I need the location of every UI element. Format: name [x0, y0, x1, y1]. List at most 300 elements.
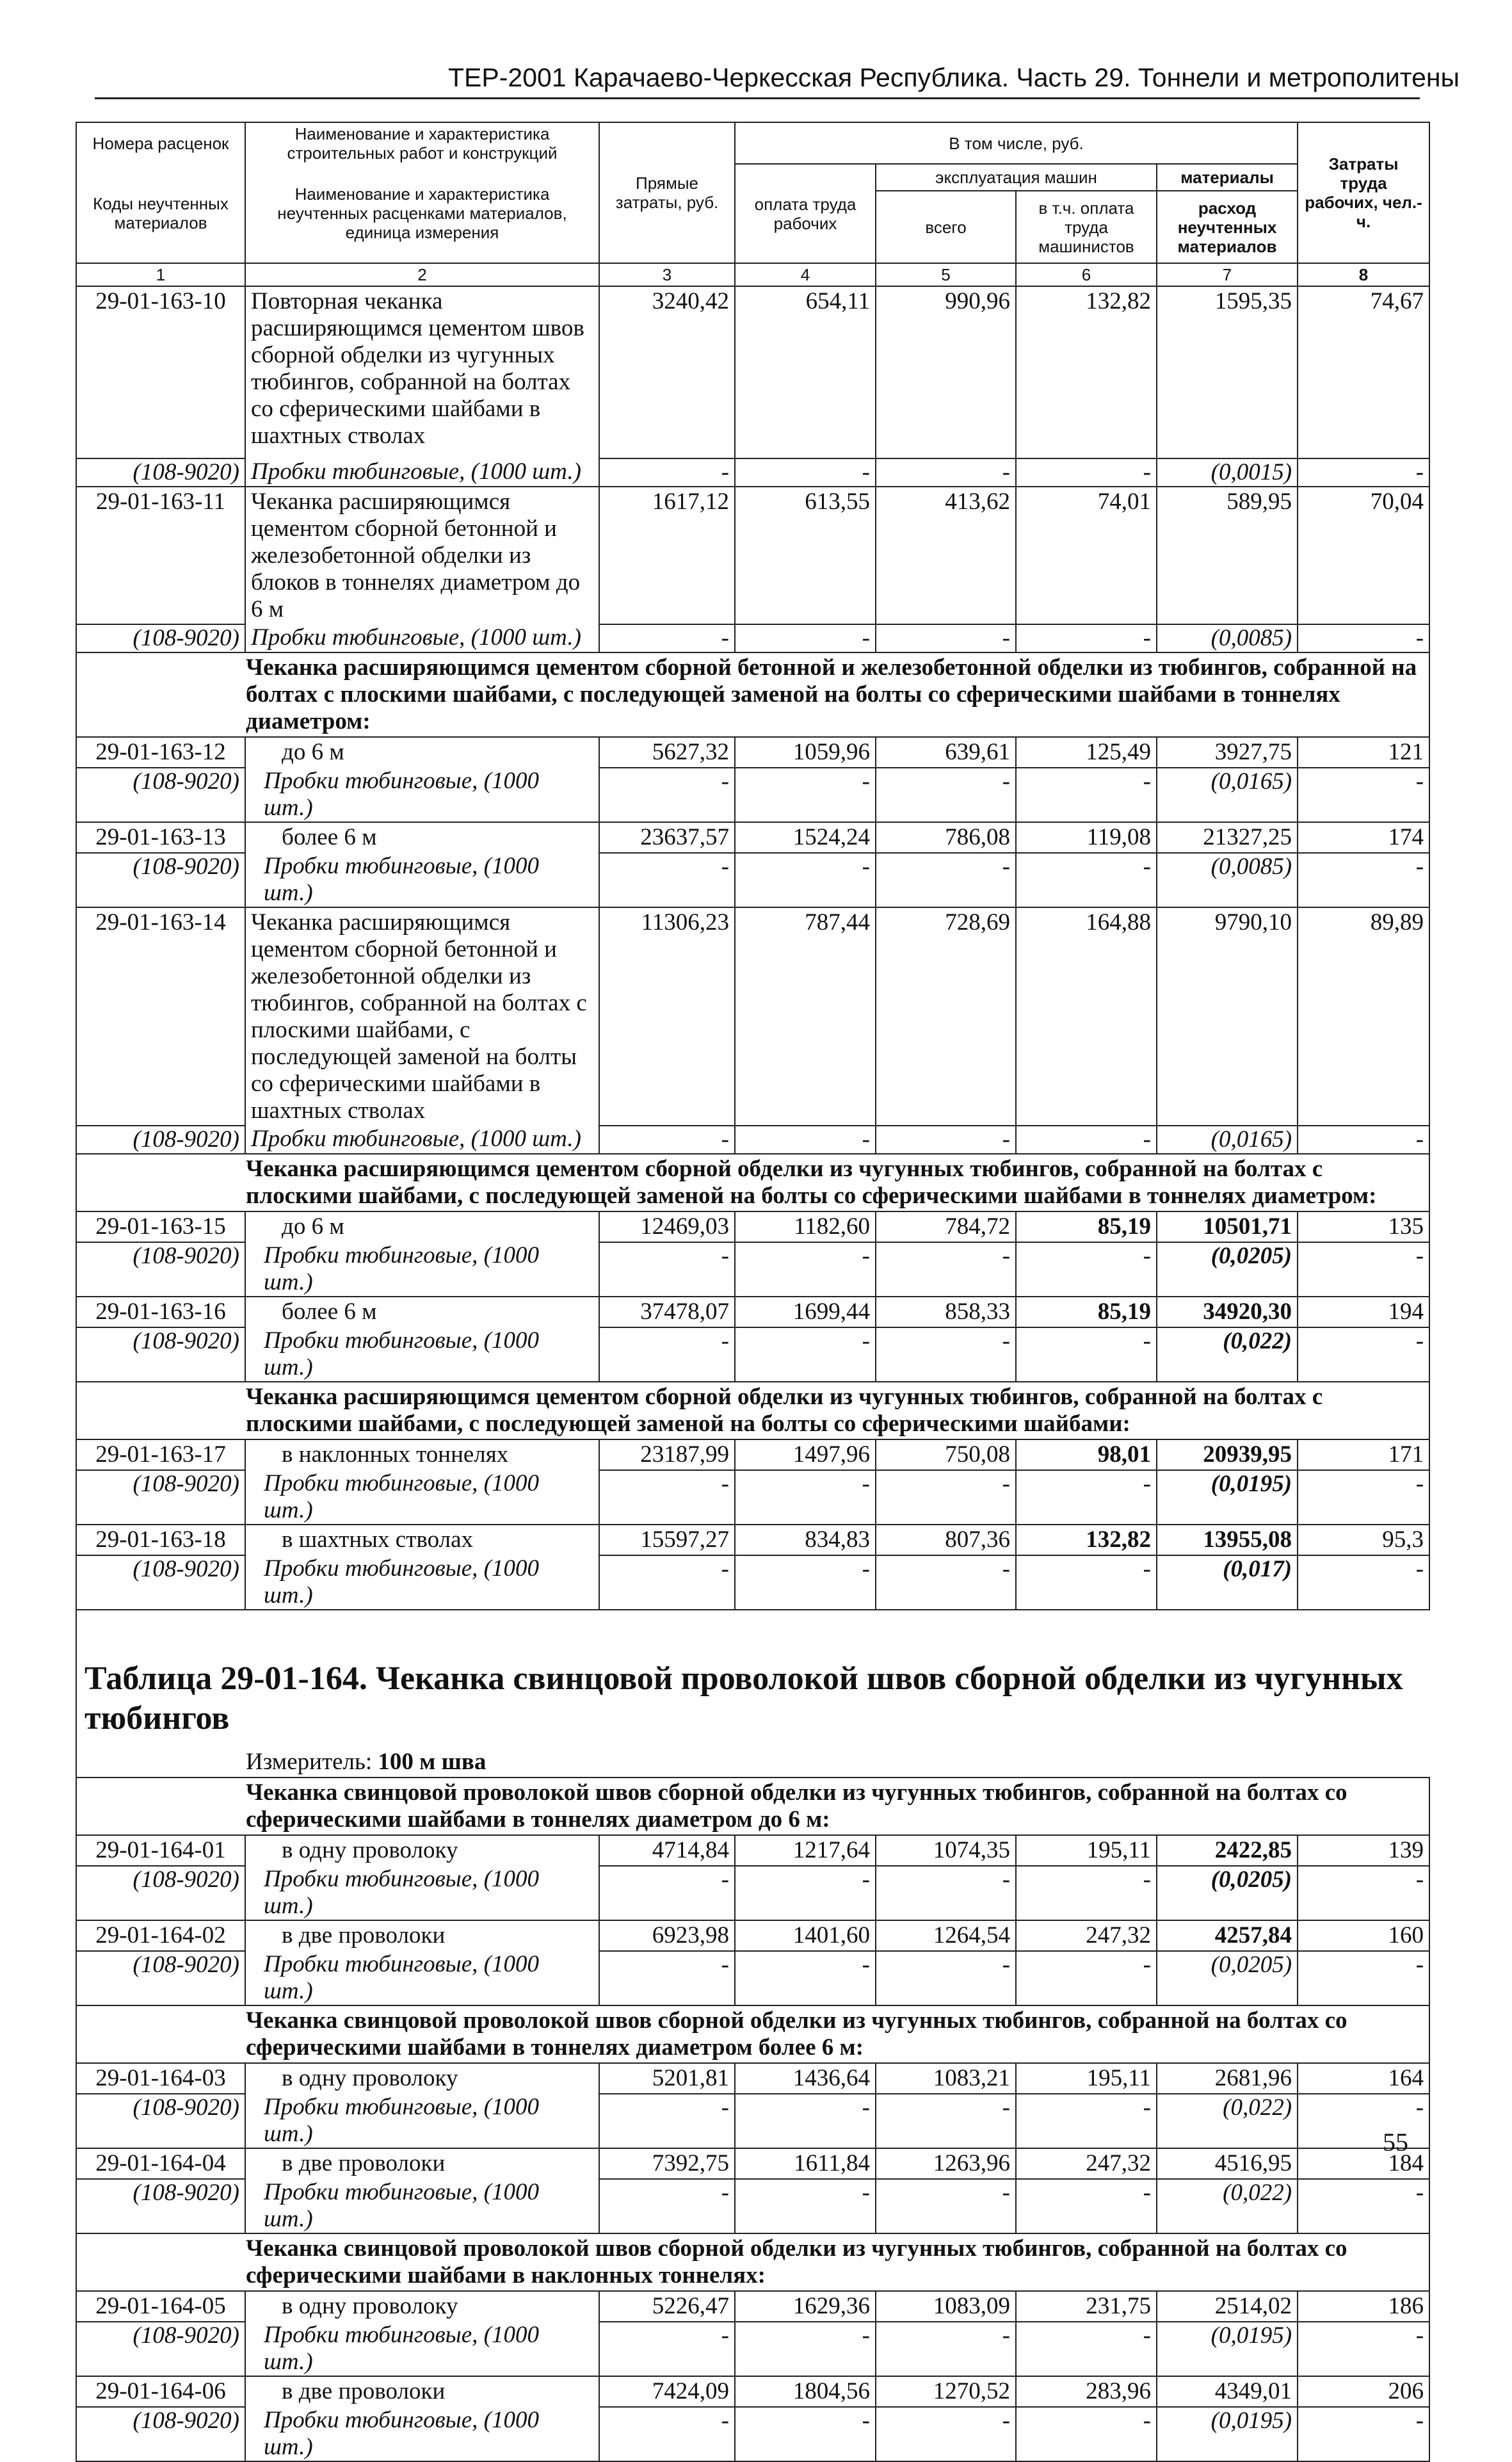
group-heading-row: [76, 1154, 1429, 1211]
material-dash: -: [735, 1126, 876, 1154]
material-row: [76, 2179, 1429, 2233]
row-labor: 184: [1298, 2148, 1429, 2179]
material-dash: -: [1298, 768, 1429, 822]
material-dash: -: [1016, 1951, 1157, 2005]
header-name: Наименование и характеристика строительных работ и конструкций: [245, 122, 599, 164]
row-machines: 1270,52: [876, 2376, 1016, 2407]
material-dash: -: [876, 1951, 1016, 2005]
col-num-3: 3: [599, 263, 735, 286]
row-wage: 834,83: [735, 1525, 876, 1555]
row-wage: 1611,84: [735, 2148, 876, 2179]
table-row: [76, 2376, 1429, 2407]
table-row: [76, 737, 1429, 768]
row-machinist-wage: 247,32: [1016, 1920, 1157, 1951]
material-row: [76, 2094, 1429, 2148]
group-heading-row: [76, 2233, 1429, 2291]
row-labor: 160: [1298, 1920, 1429, 1951]
col-num-6: 6: [1016, 263, 1157, 286]
material-dash: -: [1016, 768, 1157, 822]
table-row: [76, 1835, 1429, 1866]
material-dash: -: [735, 2407, 876, 2461]
material-name: Пробки тюбинговые, (1000 шт.): [245, 853, 599, 907]
col-num-4: 4: [735, 263, 876, 286]
material-dash: -: [1298, 1470, 1429, 1525]
material-dash: -: [735, 1327, 876, 1382]
group-heading: Чеканка расширяющимся цементом сборной обделки из чугунных тюбингов, собранной на болтах с плоскими шайбами, с последующей заменой на болты со сферическими шайбами:: [76, 1382, 1429, 1439]
material-dash: -: [876, 2407, 1016, 2461]
row-machines: 807,36: [876, 1525, 1016, 1555]
row-code: 29-01-163-15: [76, 1211, 245, 1242]
header-rule: [95, 97, 1420, 99]
material-name: Пробки тюбинговые, (1000 шт.): [245, 1470, 599, 1525]
row-direct: 37478,07: [599, 1297, 735, 1327]
material-consumption: (0,022): [1157, 2094, 1298, 2148]
row-wage: 1629,36: [735, 2291, 876, 2322]
group-heading-row: [76, 1778, 1429, 1835]
material-dash: -: [876, 1470, 1016, 1525]
material-row: [76, 1126, 1429, 1154]
material-dash: -: [876, 1555, 1016, 1610]
row-wage: 1436,64: [735, 2063, 876, 2094]
material-name: Пробки тюбинговые, (1000 шт.): [245, 1327, 599, 1382]
material-name: Пробки тюбинговые, (1000 шт.): [245, 624, 599, 652]
material-dash: -: [1016, 458, 1157, 487]
row-labor: 194: [1298, 1297, 1429, 1327]
material-dash: -: [599, 768, 735, 822]
material-dash: -: [735, 2094, 876, 2148]
material-code: (108-9020): [76, 2179, 245, 2233]
row-materials: 13955,08: [1157, 1525, 1298, 1555]
header-consumption: расход неучтенных материалов: [1157, 191, 1298, 263]
material-name: Пробки тюбинговые, (1000 шт.): [245, 1951, 599, 2005]
row-wage: 1699,44: [735, 1297, 876, 1327]
row-machinist-wage: 164,88: [1016, 907, 1157, 1126]
table-body: [76, 286, 1429, 2461]
row-code: 29-01-164-05: [76, 2291, 245, 2322]
material-dash: -: [876, 1327, 1016, 1382]
header-number: Номера расценок: [76, 122, 245, 164]
col-num-8: 8: [1298, 263, 1429, 286]
material-code: (108-9020): [76, 2322, 245, 2376]
header-incl-wage: в т.ч. оплата труда машинистов: [1016, 191, 1157, 263]
row-name: до 6 м: [245, 1211, 599, 1242]
row-code: 29-01-164-01: [76, 1835, 245, 1866]
header-materials: материалы: [1157, 164, 1298, 191]
material-dash: -: [1016, 1242, 1157, 1297]
row-machines: 786,08: [876, 822, 1016, 853]
material-dash: -: [1298, 1126, 1429, 1154]
material-dash: -: [1016, 1866, 1157, 1920]
material-name: Пробки тюбинговые, (1000 шт.): [245, 2094, 599, 2148]
row-machinist-wage: 98,01: [1016, 1439, 1157, 1470]
header-machines: эксплуатация машин: [876, 164, 1157, 191]
material-code: (108-9020): [76, 1555, 245, 1610]
material-dash: -: [1016, 1470, 1157, 1525]
row-direct: 15597,27: [599, 1525, 735, 1555]
row-wage: 1524,24: [735, 822, 876, 853]
table-row: [76, 1920, 1429, 1951]
material-dash: -: [599, 2094, 735, 2148]
row-wage: 787,44: [735, 907, 876, 1126]
group-heading-row: [76, 2005, 1429, 2063]
row-labor: 174: [1298, 822, 1429, 853]
row-name: в шахтных стволах: [245, 1525, 599, 1555]
row-materials: 34920,30: [1157, 1297, 1298, 1327]
material-dash: -: [599, 853, 735, 907]
row-machinist-wage: 283,96: [1016, 2376, 1157, 2407]
row-direct: 23187,99: [599, 1439, 735, 1470]
material-dash: -: [1016, 2322, 1157, 2376]
row-direct: 6923,98: [599, 1920, 735, 1951]
row-labor: 171: [1298, 1439, 1429, 1470]
row-name: в одну проволоку: [245, 1835, 599, 1866]
row-name: Чеканка расширяющимся цементом сборной бетонной и железобетонной обделки из блоков в тоннелях диаметром до 6 м: [245, 487, 599, 624]
meter: [76, 1740, 1429, 1778]
material-row: [76, 624, 1429, 652]
row-materials: 20939,95: [1157, 1439, 1298, 1470]
row-wage: 654,11: [735, 286, 876, 458]
material-name: Пробки тюбинговые, (1000 шт.): [245, 768, 599, 822]
running-header: ТЕР-2001 Карачаево-Черкесская Республика. Часть 29. Тоннели и метрополитены: [448, 63, 1460, 92]
material-consumption: (0,0205): [1157, 1866, 1298, 1920]
row-name: в наклонных тоннелях: [245, 1439, 599, 1470]
material-consumption: (0,0015): [1157, 458, 1298, 487]
group-heading: Чеканка свинцовой проволокой швов сборной обделки из чугунных тюбингов, собранной на болтах со сферическими шайбами в наклонных тоннелях:: [76, 2233, 1429, 2291]
row-machinist-wage: 85,19: [1016, 1297, 1157, 1327]
material-dash: -: [876, 2179, 1016, 2233]
row-machinist-wage: 195,11: [1016, 1835, 1157, 1866]
row-direct: 5627,32: [599, 737, 735, 768]
material-dash: -: [735, 2322, 876, 2376]
row-machinist-wage: 125,49: [1016, 737, 1157, 768]
material-dash: -: [1298, 1951, 1429, 2005]
material-dash: -: [1016, 1327, 1157, 1382]
row-materials: 4349,01: [1157, 2376, 1298, 2407]
row-machines: 728,69: [876, 907, 1016, 1126]
material-dash: -: [1016, 624, 1157, 652]
page-number: 55: [1383, 2128, 1408, 2157]
price-table: [76, 122, 1430, 2462]
row-materials: 10501,71: [1157, 1211, 1298, 1242]
group-heading-row: [76, 652, 1429, 737]
group-heading: Чеканка свинцовой проволокой швов сборной обделки из чугунных тюбингов, собранной на болтах со сферическими шайбами в тоннелях диаметром до 6 м:: [76, 1778, 1429, 1835]
row-name: Чеканка расширяющимся цементом сборной бетонной и железобетонной обделки из тюбингов, собранной на болтах с плоскими шайбами, с последующей заменой на болты со сферическими шайбами в шахтных стволах: [245, 907, 599, 1126]
material-dash: -: [1298, 1866, 1429, 1920]
material-dash: -: [735, 853, 876, 907]
table-row: [76, 2291, 1429, 2322]
material-dash: -: [876, 1866, 1016, 1920]
group-heading: Чеканка расширяющимся цементом сборной бетонной и железобетонной обделки из тюбингов, собранной на болтах с плоскими шайбами, с последующей заменой на болты со сферическими шайбами в тоннелях диаметром:: [76, 652, 1429, 737]
row-direct: 12469,03: [599, 1211, 735, 1242]
header-including: В том числе, руб.: [735, 122, 1298, 164]
material-consumption: (0,0195): [1157, 2407, 1298, 2461]
row-machines: 1083,09: [876, 2291, 1016, 2322]
table-row: [76, 1297, 1429, 1327]
material-row: [76, 1951, 1429, 2005]
row-name: в две проволоки: [245, 2376, 599, 2407]
row-materials: 4257,84: [1157, 1920, 1298, 1951]
row-machines: 784,72: [876, 1211, 1016, 1242]
row-labor: 164: [1298, 2063, 1429, 2094]
spacer-row: [76, 1610, 1429, 1658]
row-machines: 1263,96: [876, 2148, 1016, 2179]
material-consumption: (0,022): [1157, 1327, 1298, 1382]
group-heading-row: [76, 1382, 1429, 1439]
row-machines: 1074,35: [876, 1835, 1016, 1866]
material-dash: -: [735, 768, 876, 822]
row-machines: 1264,54: [876, 1920, 1016, 1951]
row-name: в одну проволоку: [245, 2291, 599, 2322]
material-consumption: (0,0085): [1157, 853, 1298, 907]
table-row: [76, 1525, 1429, 1555]
material-name: Пробки тюбинговые, (1000 шт.): [245, 1242, 599, 1297]
table-row: [76, 286, 1429, 458]
material-dash: -: [1298, 1555, 1429, 1610]
row-machines: 858,33: [876, 1297, 1016, 1327]
material-code: (108-9020): [76, 1470, 245, 1525]
material-code: (108-9020): [76, 1242, 245, 1297]
material-code: (108-9020): [76, 2407, 245, 2461]
material-dash: -: [1016, 2179, 1157, 2233]
material-code: (108-9020): [76, 1126, 245, 1154]
row-labor: 206: [1298, 2376, 1429, 2407]
material-dash: -: [735, 1866, 876, 1920]
material-code: (108-9020): [76, 768, 245, 822]
material-name: Пробки тюбинговые, (1000 шт.): [245, 1866, 599, 1920]
row-machines: 413,62: [876, 487, 1016, 624]
row-name: в две проволоки: [245, 2148, 599, 2179]
col-num-5: 5: [876, 263, 1016, 286]
material-name: Пробки тюбинговые, (1000 шт.): [245, 1555, 599, 1610]
material-dash: -: [1016, 2094, 1157, 2148]
material-dash: -: [1298, 2322, 1429, 2376]
row-direct: 7392,75: [599, 2148, 735, 2179]
row-code: 29-01-163-10: [76, 286, 245, 458]
material-row: [76, 768, 1429, 822]
row-labor: 95,3: [1298, 1525, 1429, 1555]
material-dash: -: [599, 2179, 735, 2233]
row-machinist-wage: 247,32: [1016, 2148, 1157, 2179]
material-dash: -: [599, 1126, 735, 1154]
row-wage: 613,55: [735, 487, 876, 624]
material-dash: -: [1298, 1327, 1429, 1382]
material-name: Пробки тюбинговые, (1000 шт.): [245, 458, 599, 487]
row-wage: 1217,64: [735, 1835, 876, 1866]
row-name: в одну проволоку: [245, 2063, 599, 2094]
row-machines: 750,08: [876, 1439, 1016, 1470]
material-row: [76, 458, 1429, 487]
row-materials: 2514,02: [1157, 2291, 1298, 2322]
material-consumption: (0,0085): [1157, 624, 1298, 652]
material-dash: -: [599, 1327, 735, 1382]
material-code: (108-9020): [76, 624, 245, 652]
material-dash: -: [1298, 458, 1429, 487]
table-row: [76, 1439, 1429, 1470]
header-labor: Затраты труда рабочих, чел.-ч.: [1298, 122, 1429, 263]
material-row: [76, 2322, 1429, 2376]
row-machinist-wage: 132,82: [1016, 1525, 1157, 1555]
row-materials: 2422,85: [1157, 1835, 1298, 1866]
material-dash: -: [599, 1866, 735, 1920]
row-wage: 1401,60: [735, 1920, 876, 1951]
material-dash: -: [1016, 1126, 1157, 1154]
table-row: [76, 1211, 1429, 1242]
row-materials: 9790,10: [1157, 907, 1298, 1126]
material-consumption: (0,0205): [1157, 1951, 1298, 2005]
material-consumption: (0,017): [1157, 1555, 1298, 1610]
group-heading: Чеканка расширяющимся цементом сборной обделки из чугунных тюбингов, собранной на болтах с плоскими шайбами, с последующей заменой на болты со сферическими шайбами в тоннелях диаметром:: [76, 1154, 1429, 1211]
material-code: (108-9020): [76, 1327, 245, 1382]
material-consumption: (0,0195): [1157, 1470, 1298, 1525]
row-labor: 89,89: [1298, 907, 1429, 1126]
row-direct: 23637,57: [599, 822, 735, 853]
material-dash: -: [735, 1470, 876, 1525]
row-labor: 70,04: [1298, 487, 1429, 624]
material-consumption: (0,022): [1157, 2179, 1298, 2233]
row-labor: 186: [1298, 2291, 1429, 2322]
row-materials: 1595,35: [1157, 286, 1298, 458]
row-code: 29-01-163-16: [76, 1297, 245, 1327]
spacer: [76, 1610, 1429, 1658]
material-dash: -: [876, 2094, 1016, 2148]
row-machinist-wage: 231,75: [1016, 2291, 1157, 2322]
col-num-2: 2: [245, 263, 599, 286]
material-dash: -: [876, 768, 1016, 822]
meter-value: 100 м шва: [378, 1749, 487, 1775]
row-code: 29-01-163-11: [76, 487, 245, 624]
row-direct: 1617,12: [599, 487, 735, 624]
material-dash: -: [735, 1951, 876, 2005]
material-dash: -: [1298, 2094, 1429, 2148]
material-dash: -: [1016, 1555, 1157, 1610]
row-labor: 139: [1298, 1835, 1429, 1866]
header-name-materials: Наименование и характеристика неучтенных расценками материалов, единица измерения: [245, 164, 599, 263]
row-materials: 3927,75: [1157, 737, 1298, 768]
row-labor: 135: [1298, 1211, 1429, 1242]
material-dash: -: [876, 2322, 1016, 2376]
row-code: 29-01-163-13: [76, 822, 245, 853]
col-num-1: 1: [76, 263, 245, 286]
table-title-row: [76, 1658, 1429, 1740]
row-wage: 1059,96: [735, 737, 876, 768]
row-name: более 6 м: [245, 1297, 599, 1327]
material-name: Пробки тюбинговые, (1000 шт.): [245, 2179, 599, 2233]
row-wage: 1182,60: [735, 1211, 876, 1242]
row-direct: 3240,42: [599, 286, 735, 458]
table-row: [76, 907, 1429, 1126]
table-header: [76, 122, 1429, 286]
material-dash: -: [1298, 624, 1429, 652]
material-code: (108-9020): [76, 853, 245, 907]
row-materials: 4516,95: [1157, 2148, 1298, 2179]
material-dash: -: [735, 624, 876, 652]
material-dash: -: [1298, 2407, 1429, 2461]
row-machines: 990,96: [876, 286, 1016, 458]
material-dash: -: [876, 1242, 1016, 1297]
material-dash: -: [599, 1470, 735, 1525]
material-name: Пробки тюбинговые, (1000 шт.): [245, 1126, 599, 1154]
material-dash: -: [876, 624, 1016, 652]
material-name: Пробки тюбинговые, (1000 шт.): [245, 2407, 599, 2461]
row-machinist-wage: 195,11: [1016, 2063, 1157, 2094]
header-direct-costs: Прямые затраты, руб.: [599, 122, 735, 263]
material-code: (108-9020): [76, 1866, 245, 1920]
material-row: [76, 1555, 1429, 1610]
material-dash: -: [876, 853, 1016, 907]
row-code: 29-01-163-14: [76, 907, 245, 1126]
row-code: 29-01-163-12: [76, 737, 245, 768]
row-direct: 11306,23: [599, 907, 735, 1126]
material-code: (108-9020): [76, 1951, 245, 2005]
row-labor: 74,67: [1298, 286, 1429, 458]
table-row: [76, 2148, 1429, 2179]
row-name: более 6 м: [245, 822, 599, 853]
table-row: [76, 822, 1429, 853]
material-code: (108-9020): [76, 2094, 245, 2148]
material-dash: -: [735, 2179, 876, 2233]
material-dash: -: [599, 458, 735, 487]
header-total: всего: [876, 191, 1016, 263]
row-name: в две проволоки: [245, 1920, 599, 1951]
row-name: Повторная чеканка расширяющимся цементом швов сборной обделки из чугунных тюбингов, собранной на болтах со сферическими шайбами в шахтных стволах: [245, 286, 599, 458]
material-row: [76, 853, 1429, 907]
material-dash: -: [1298, 2179, 1429, 2233]
material-dash: -: [735, 458, 876, 487]
row-machines: 639,61: [876, 737, 1016, 768]
row-code: 29-01-164-04: [76, 2148, 245, 2179]
material-dash: -: [1298, 1242, 1429, 1297]
row-code: 29-01-164-02: [76, 1920, 245, 1951]
material-dash: -: [735, 1555, 876, 1610]
row-wage: 1497,96: [735, 1439, 876, 1470]
row-machinist-wage: 74,01: [1016, 487, 1157, 624]
row-code: 29-01-163-17: [76, 1439, 245, 1470]
meter-row: [76, 1740, 1429, 1778]
row-materials: 2681,96: [1157, 2063, 1298, 2094]
material-code: (108-9020): [76, 458, 245, 487]
row-wage: 1804,56: [735, 2376, 876, 2407]
material-row: [76, 1866, 1429, 1920]
row-materials: 589,95: [1157, 487, 1298, 624]
row-code: 29-01-164-06: [76, 2376, 245, 2407]
col-num-7: 7: [1157, 263, 1298, 286]
row-direct: 4714,84: [599, 1835, 735, 1866]
row-code: 29-01-164-03: [76, 2063, 245, 2094]
material-dash: -: [599, 1555, 735, 1610]
material-dash: -: [876, 458, 1016, 487]
row-machines: 1083,21: [876, 2063, 1016, 2094]
group-heading: Чеканка свинцовой проволокой швов сборной обделки из чугунных тюбингов, собранной на болтах со сферическими шайбами в тоннелях диаметром более 6 м:: [76, 2005, 1429, 2063]
meter-label: Измеритель:: [246, 1749, 373, 1775]
header-wage: оплата труда рабочих: [735, 164, 876, 263]
row-materials: 21327,25: [1157, 822, 1298, 853]
material-dash: -: [735, 1242, 876, 1297]
material-row: [76, 1327, 1429, 1382]
price-table-container: [76, 122, 1429, 2462]
material-row: [76, 1470, 1429, 1525]
row-labor: 121: [1298, 737, 1429, 768]
material-dash: -: [599, 2322, 735, 2376]
row-direct: 5201,81: [599, 2063, 735, 2094]
material-name: Пробки тюбинговые, (1000 шт.): [245, 2322, 599, 2376]
table-row: [76, 487, 1429, 624]
material-dash: -: [599, 624, 735, 652]
material-dash: -: [599, 2407, 735, 2461]
row-direct: 5226,47: [599, 2291, 735, 2322]
row-machinist-wage: 85,19: [1016, 1211, 1157, 1242]
row-direct: 7424,09: [599, 2376, 735, 2407]
material-consumption: (0,0165): [1157, 1126, 1298, 1154]
